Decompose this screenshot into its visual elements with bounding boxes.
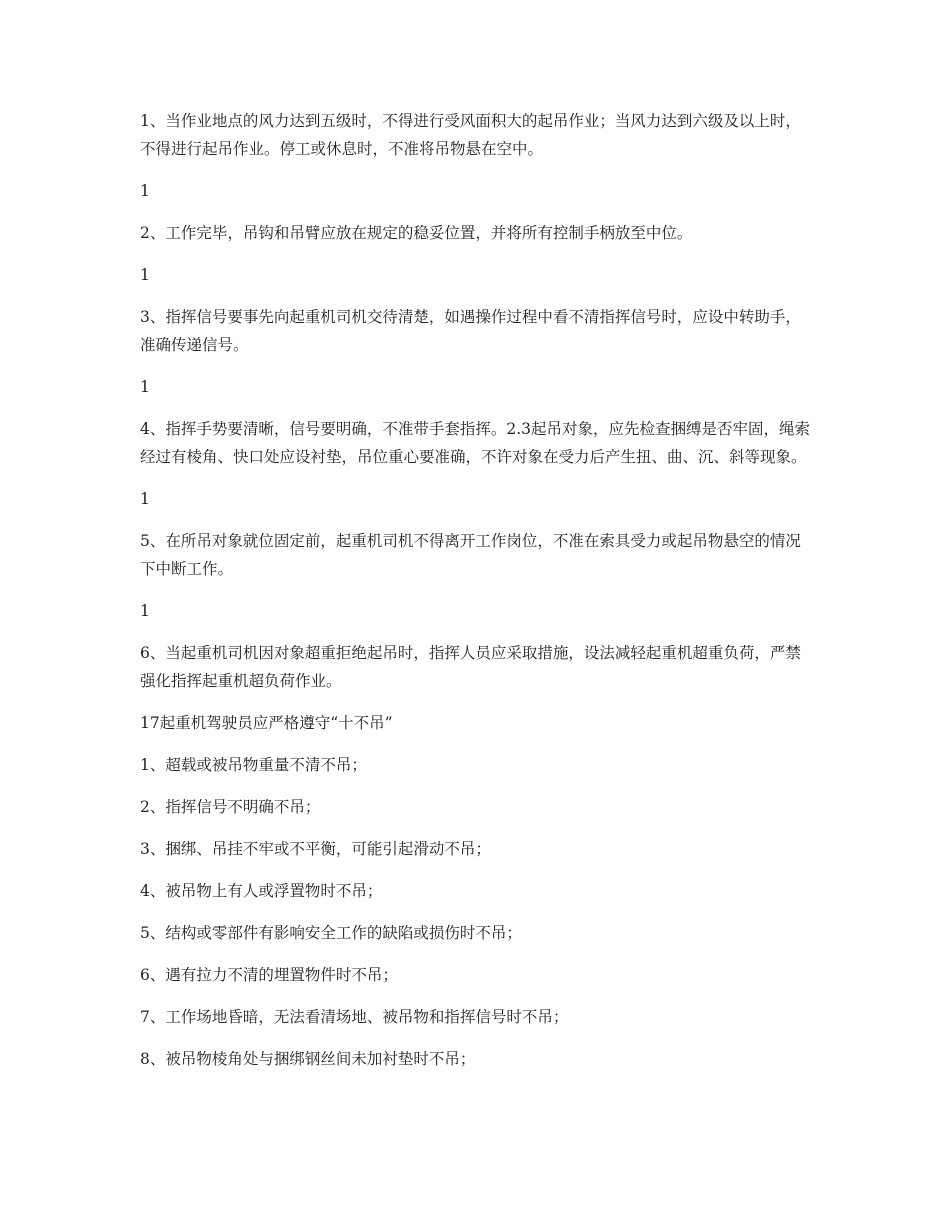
list-item: 6、遇有拉力不清的埋置物件时不吊； bbox=[140, 966, 398, 984]
paragraph-after-work-rule: 2、工作完毕，吊钩和吊臂应放在规定的稳妥位置，并将所有控制手柄放至中位。 bbox=[140, 224, 693, 242]
paragraph-marker: 1 bbox=[140, 266, 150, 284]
list-item: 7、工作场地昏暗，无法看清场地、被吊物和指挥信号时不吊； bbox=[140, 1008, 569, 1026]
paragraph-wind-rule: 1、当作业地点的风力达到五级时，不得进行受风面积大的起吊作业；当风力达到六级及以上时，不得进行起吊作业。停工或休息时，不准将吊物悬在空中。 bbox=[140, 112, 801, 158]
section-heading-ten-no-lift: 17起重机驾驶员应严格遵守“十不吊” bbox=[140, 714, 393, 732]
paragraph-overload-rule: 6、当起重机司机因对象超重拒绝起吊时，指挥人员应采取措施，设法减轻起重机超重负荷，严禁强化指挥起重机超负荷作业。 bbox=[140, 644, 801, 690]
paragraph-gesture-rule: 4、指挥手势要清晰，信号要明确，不准带手套指挥。2.3起吊对象，应先检查捆缚是否牢固，绳索经过有棱角、快口处应设衬垫，吊位重心要准确，不许对象在受力后产生扭、曲、沉、斜等现象。 bbox=[140, 420, 811, 466]
paragraph-marker: 1 bbox=[140, 490, 150, 508]
document-body bbox=[140, 107, 810, 1087]
list-item: 8、被吊物棱角处与捆绑钢丝间未加衬垫时不吊； bbox=[140, 1050, 476, 1068]
list-item: 2、指挥信号不明确不吊； bbox=[140, 798, 321, 816]
paragraph-signal-rule: 3、指挥信号要事先向起重机司机交待清楚，如遇操作过程中看不清指挥信号时，应设中转助手，准确传递信号。 bbox=[140, 308, 801, 354]
paragraph-marker: 1 bbox=[140, 182, 150, 200]
list-item: 5、结构或零部件有影响安全工作的缺陷或损伤时不吊； bbox=[140, 924, 522, 942]
list-item: 1、超载或被吊物重量不清不吊； bbox=[140, 756, 367, 774]
paragraph-marker: 1 bbox=[140, 378, 150, 396]
paragraph-positioning-rule: 5、在所吊对象就位固定前，起重机司机不得离开工作岗位，不准在索具受力或起吊物悬空的情况下中断工作。 bbox=[140, 532, 801, 578]
paragraph-marker: 1 bbox=[140, 602, 150, 620]
list-item: 3、捆绑、吊挂不牢或不平衡，可能引起滑动不吊； bbox=[140, 840, 491, 858]
list-item: 4、被吊物上有人或浮置物时不吊； bbox=[140, 882, 383, 900]
